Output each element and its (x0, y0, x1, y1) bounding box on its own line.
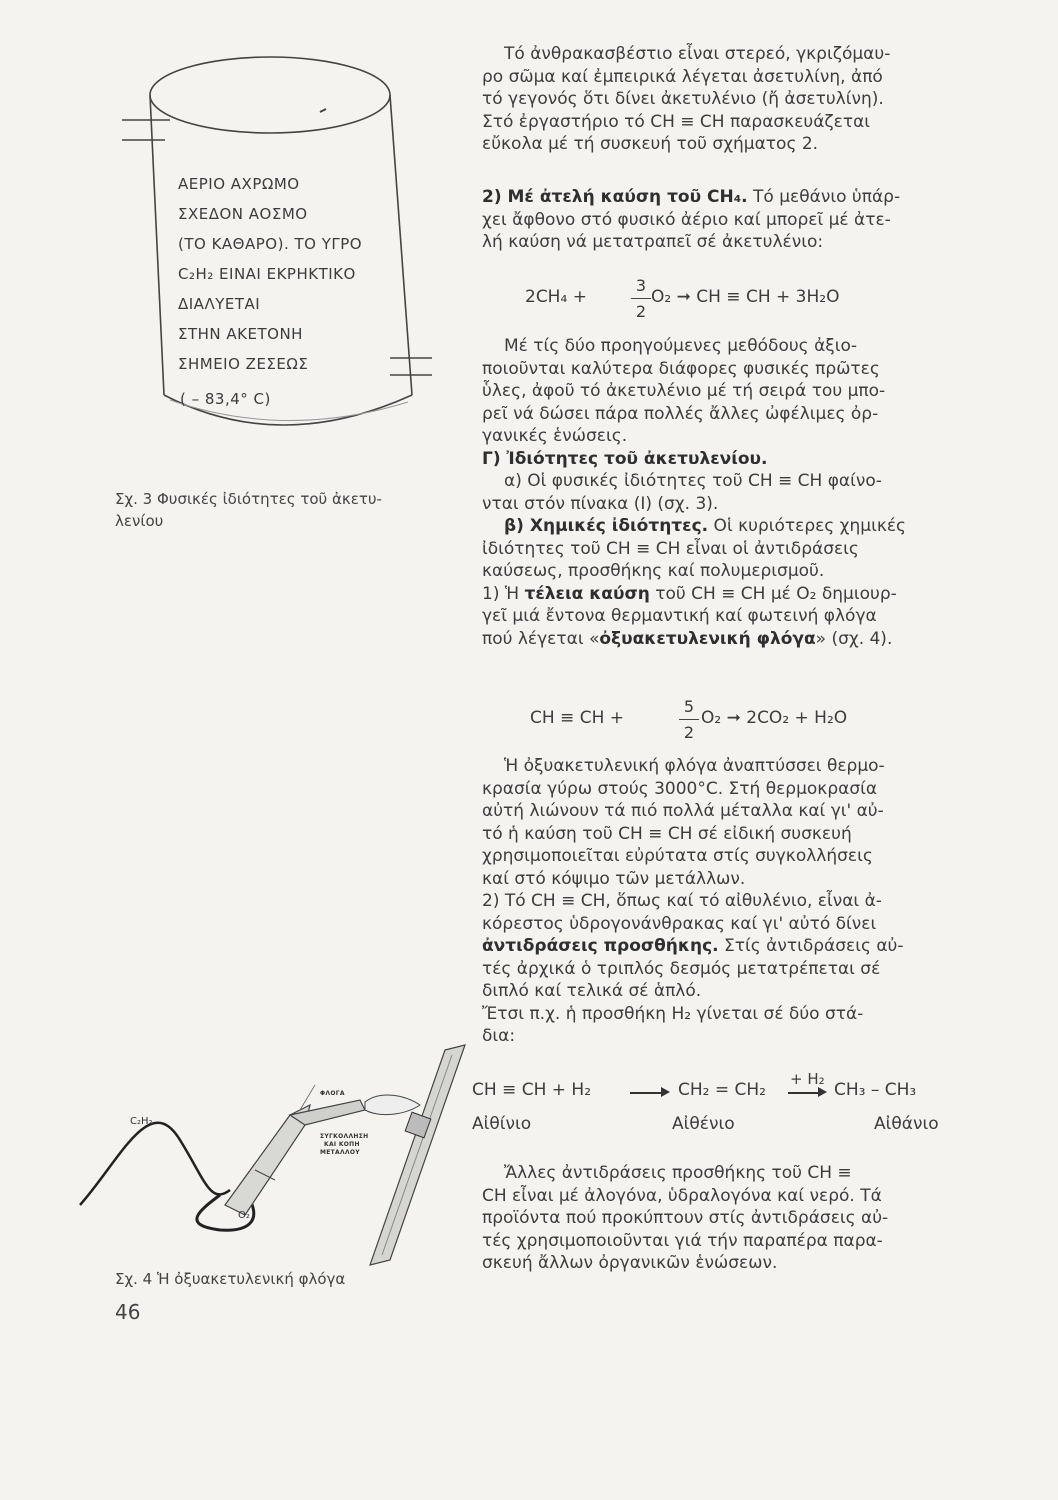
text-line: Ἔτσι π.χ. ἡ προσθήκη H₂ γίνεται σέ δύο στά- (482, 1003, 864, 1024)
text-line: ρο σῶμα καί ἐμπειρικά λέγεται ἀσετυλίνη, ἀπό (482, 66, 883, 87)
text-run: 1) Ἡ (482, 583, 525, 604)
text-line: αὐτή λιώνουν τά πιό πολλά μέταλλα καί γι' αὐ- (482, 801, 884, 821)
figure-3-line: ΣΤΗΝ ΑΚΕΤΟΝΗ (178, 325, 303, 343)
text-line: διπλό καί τελικά σέ ἁπλό. (482, 981, 702, 1001)
text-line: ὗλες, ἀφοῦ τό ἀκετυλένιο μέ τή σειρά του μπο- (482, 381, 886, 401)
label-o2: O₂ (238, 1210, 250, 1221)
figure-3-line: ΔΙΑΛΥΕΤΑΙ (178, 295, 261, 313)
bold-term: ὀξυακετυλενική φλόγα (599, 628, 816, 649)
text-line: τό γεγονός ὅτι δίνει ἀκετυλένιο (ἤ ἀσετυλίνη). (482, 89, 884, 109)
text-line: κρασία γύρω στούς 3000°C. Στή θερμοκρασία (482, 778, 878, 799)
text-line: ποιοῦνται καλύτερα διάφορες φυσικές πρῶτες (482, 358, 880, 379)
text-line: 2) Τό CH ≡ CH, ὅπως καί τό αἰθυλένιο, εἶναι ἀ- (482, 891, 882, 911)
text-line: γεῖ μιά ἔντονα θερμαντική καί φωτεινή φλόγα (482, 606, 877, 626)
label-c2h2: C₂H₂ (130, 1116, 153, 1127)
text-line: α) Οἱ φυσικές ἰδιότητες τοῦ CH ≡ CH φαίνο- (504, 471, 882, 491)
bold-term: ἀντιδράσεις προσθήκης. (482, 936, 719, 956)
equation-3-over: + H₂ (790, 1070, 825, 1088)
text-line: χρησιμοποιεῖται εὐρύτατα στίς συγκολλήσεις (482, 846, 873, 866)
equation-2-left: CH ≡ CH + (530, 708, 625, 728)
label-weld: ΜΕΤΑΛΛΟΥ (320, 1149, 360, 1156)
paragraph-6 (482, 1162, 982, 1275)
figure-4-torch (60, 1030, 480, 1270)
fraction-bar (679, 719, 699, 720)
equation-3-b: CH₂ = CH₂ (678, 1080, 766, 1100)
figure-3-line: C₂H₂ ΕΙΝΑΙ ΕΚΡΗΚΤΙΚΟ (178, 265, 356, 283)
text-line: τές χρησιμοποιοῦνται γιά τήν παραπέρα παρα- (482, 1230, 883, 1251)
paragraph-1 (482, 43, 982, 156)
equation-2-right: O₂ ➞ 2CO₂ + H₂O (701, 708, 848, 728)
text-line: καύσεως, προσθήκης καί πολυμερισμοῦ. (482, 561, 825, 581)
reaction-arrow (788, 1092, 822, 1094)
compound-name: Αἰθάνιο (874, 1114, 939, 1134)
figure-3-caption (115, 488, 382, 532)
figure-3-line: (ΤΟ ΚΑΘΑΡΟ). ΤΟ ΥΓΡΟ (178, 235, 363, 253)
text-line: Ἡ ὀξυακετυλενική φλόγα ἀναπτύσσει θερμο- (504, 756, 885, 776)
text-line: προϊόντα πού προκύπτουν στίς ἀντιδράσεις αὐ- (482, 1208, 889, 1228)
text-run: Στίς ἀντιδράσεις αὐ- (718, 936, 904, 956)
label-weld: ΣΥΓΚΟΛΛΗΣΗ (320, 1133, 369, 1140)
figure-3-line: ΑΕΡΙΟ ΑΧΡΩΜΟ (178, 175, 300, 193)
equation-3-a: CH ≡ CH + H₂ (472, 1080, 592, 1100)
section-heading: β) Χημικές ἰδιότητες. (504, 516, 709, 536)
caption-line: λενίου (115, 512, 164, 530)
text-line: Στό ἐργαστήριο τό CH ≡ CH παρασκευάζεται (482, 111, 871, 132)
text-line: γανικές ἑνώσεις. (482, 426, 628, 446)
text-line: ρεῖ νά δώσει πάρα πολλές ἄλλες ὠφέλιμες ὀρ- (482, 403, 879, 424)
compound-name: Αἰθίνιο (472, 1114, 532, 1134)
text-line: τό ἡ καύση τοῦ CH ≡ CH σέ εἰδική συσκευή (482, 823, 852, 844)
section-heading: 2) Μέ ἀτελή καύση τοῦ CH₄. (482, 187, 748, 207)
label-weld: ΚΑΙ ΚΟΠΗ (324, 1141, 360, 1148)
fraction-bar (631, 298, 651, 299)
text-line: δια: (482, 1026, 516, 1046)
equation-2-den: 2 (683, 723, 695, 742)
text-line: Μέ τίς δύο προηγούμενες μεθόδους ἀξιο- (504, 336, 858, 356)
figure-3-line: ΣΧΕΔΟΝ ΑΟΣΜΟ (178, 205, 308, 223)
figure-3-line: ( – 83,4° C) (180, 390, 271, 408)
paragraph-2 (482, 186, 982, 254)
equation-2-num: 5 (683, 697, 695, 716)
paragraph-3 (482, 335, 982, 650)
text-line: Τό ἀνθρακασβέστιο εἶναι στερεό, γκριζόμαυ- (504, 44, 891, 64)
text-run: Οἱ κυριότερες χημικές (708, 516, 907, 536)
text-line: νται στόν πίνακα (Ι) (σχ. 3). (482, 493, 719, 514)
text-run: τοῦ CH ≡ CH μέ O₂ δημιουρ- (649, 583, 897, 604)
text-line: CH εἶναι μέ ἀλογόνα, ὑδραλογόνα καί νερό. Τά (482, 1185, 882, 1206)
equation-3-c: CH₃ – CH₃ (834, 1080, 917, 1100)
equation-1-left: 2CH₄ + (525, 287, 587, 307)
text-line: εὔκολα μέ τή συσκευή τοῦ σχήματος 2. (482, 134, 819, 154)
figure-4-caption: Σχ. 4 Ἡ ὀξυακετυλενική φλόγα (115, 1270, 346, 1288)
text-line: τές ἀρχικά ὁ τριπλός δεσμός μετατρέπεται σέ (482, 958, 881, 979)
caption-line: Σχ. 3 Φυσικές ἰδιότητες τοῦ ἀκετυ- (115, 490, 382, 508)
page-number: 46 (115, 1300, 141, 1324)
equation-1-right: O₂ ➞ CH ≡ CH + 3H₂O (651, 287, 840, 307)
text-line: Ἄλλες ἀντιδράσεις προσθήκης τοῦ CH ≡ (504, 1163, 852, 1183)
text-line: σκευή ἄλλων ὀργανικῶν ἑνώσεων. (482, 1253, 778, 1273)
text-run: » (σχ. 4). (815, 628, 893, 649)
text-line: κόρεστος ὑδρογονάνθρακας καί γι' αὐτό δίνει (482, 913, 877, 934)
label-flame: ΦΛΟΓΑ (320, 1090, 345, 1097)
text-line: λή καύση νά μετατραπεῖ σέ ἀκετυλένιο: (482, 232, 824, 252)
text-line: χει ἄφθονο στό φυσικό ἀέριο καί μπορεῖ μέ ἀτε- (482, 209, 891, 230)
section-heading: Γ) Ἰδιότητες τοῦ ἀκετυλενίου. (482, 448, 768, 469)
equation-1-num: 3 (635, 276, 647, 295)
arrow-head (818, 1087, 827, 1097)
text-run: πού λέγεται « (482, 628, 600, 649)
compound-name: Αἰθένιο (672, 1114, 735, 1134)
bold-term: τέλεια καύση (524, 583, 650, 604)
paragraph-4 (482, 755, 982, 1048)
text-line: ἰδιότητες τοῦ CH ≡ CH εἶναι οἱ ἀντιδράσεις (482, 538, 859, 559)
equation-1-den: 2 (635, 302, 647, 321)
figure-3-line: ΣΗΜΕΙΟ ΖΕΣΕΩΣ (178, 355, 309, 373)
text-line: καί στό κόψιμο τῶν μετάλλων. (482, 868, 746, 889)
text-run: Τό μεθάνιο ὑπάρ- (747, 187, 901, 207)
arrow-head (661, 1087, 670, 1097)
